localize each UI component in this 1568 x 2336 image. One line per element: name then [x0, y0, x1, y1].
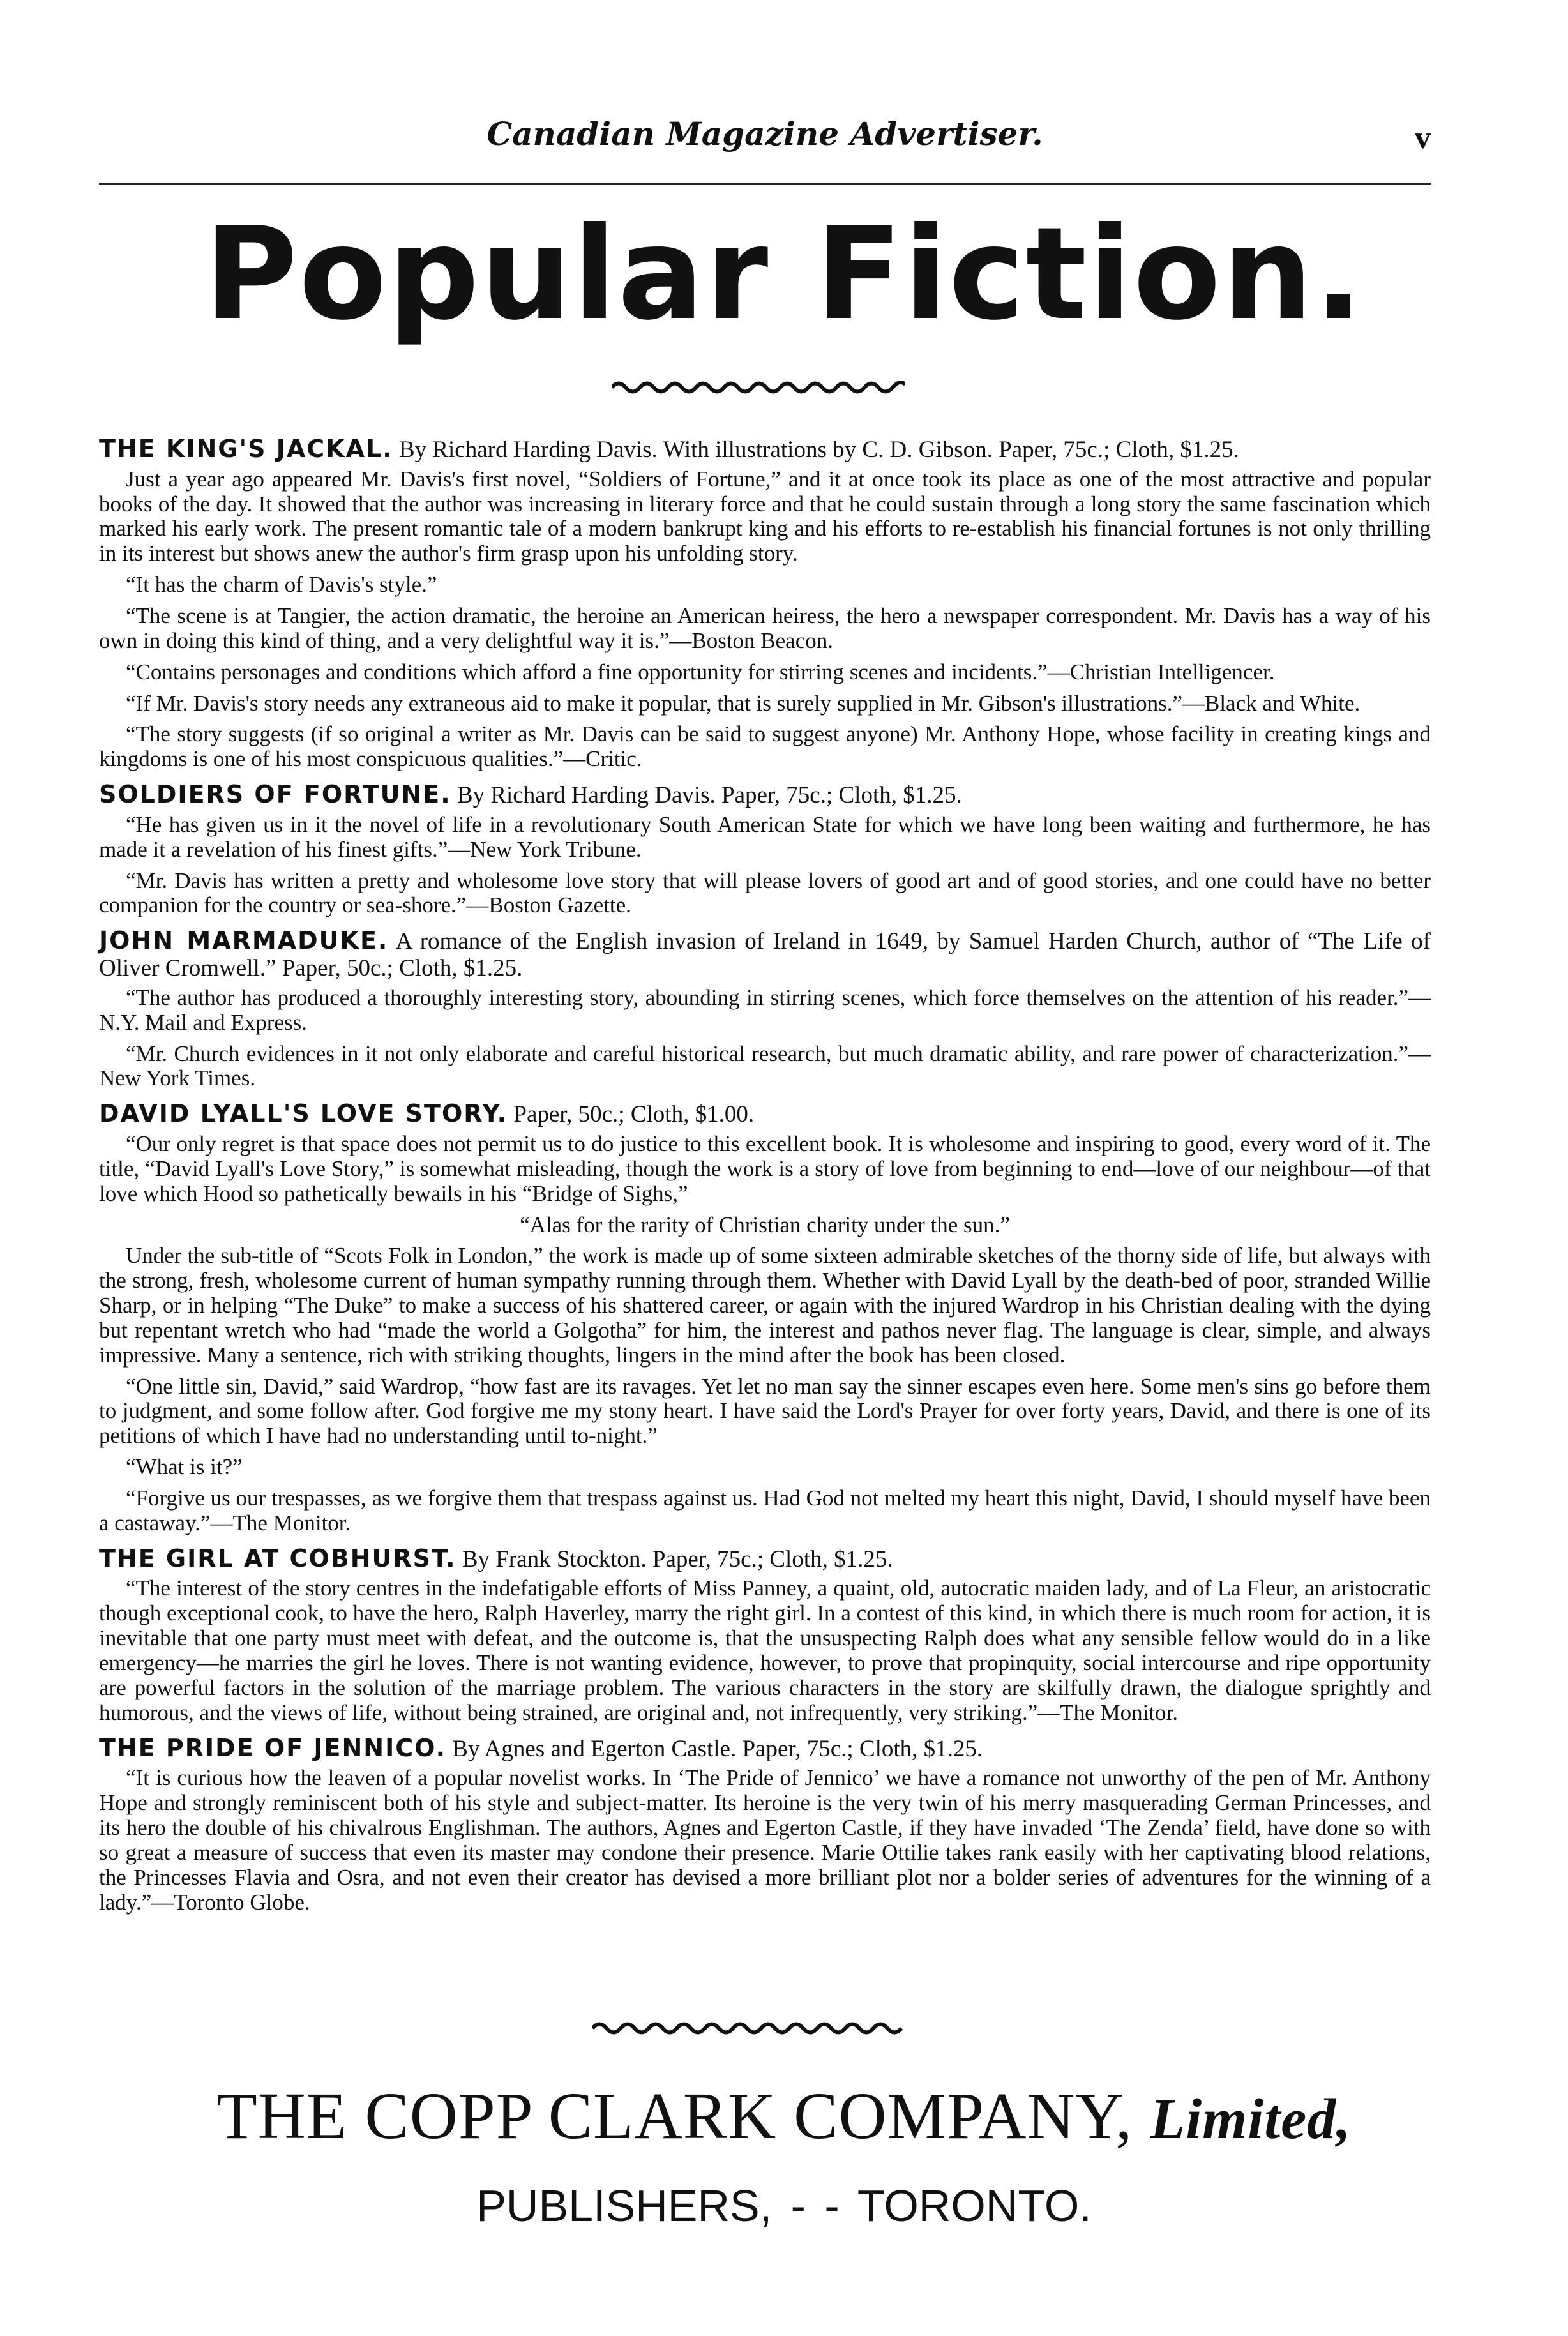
review-paragraph: Just a year ago appeared Mr. Davis's first novel, “Soldiers of Fortune,” and it at once took its place as one of the most attractive and popular books of the day. It showed that the author was increasing in literary force and that he could sustain through a long story the same fascination which marked his early work. The present romantic tale of a modern bankrupt king and his efforts to re-establish his financial fortunes is not only thrilling in its interest but shows anew the author's firm grasp upon his unfolding story.: [99, 466, 1431, 566]
page-number: v: [1415, 119, 1431, 155]
book-title: THE GIRL AT COBHURST.: [99, 1544, 456, 1572]
review-paragraph: “It is curious how the leaven of a popular novelist works. In ‘The Pride of Jennico’ we have a romance not unworthy of the pen of Mr. Anthony Hope and strongly reminiscent both of his style and subject-matter. Its heroine is the very twin of his merry masquerading German Princesses, and its hero the double of his chivalrous Englishman. The authors, Agnes and Egerton Castle, if they have invaded ‘The Zenda’ field, have done so with so great a measure of success that even its master may condone their presence. Marie Ottilie takes rank easily with her captivating blood relations, the Princesses Flavia and Osra, and not even their creator has devised a more brilliant plot nor a bolder series of adventures for the winning of a lady.”—Toronto Globe.: [99, 1765, 1431, 1915]
entry-girl-at-cobhurst: [99, 1545, 1431, 1726]
entry-heading: [99, 1100, 1431, 1128]
entry-heading: [99, 435, 1431, 463]
review-paragraph: “Forgive us our trespasses, as we forgive them that trespass against us. Had God not melted my heart this night, David, I should myself have been a castaway.”—The Monitor.: [99, 1485, 1431, 1535]
quoted-line: “Alas for the rarity of Christian charity under the sun.”: [520, 1212, 1010, 1237]
book-info: By Richard Harding Davis. Paper, 75c.; Cloth, $1.25.: [451, 782, 962, 809]
review-paragraph: “It has the charm of Davis's style.”: [126, 572, 437, 598]
entry-soldiers-of-fortune: [99, 781, 1431, 918]
book-info: By Frank Stockton. Paper, 75c.; Cloth, $1.25.: [456, 1546, 893, 1572]
book-info: By Richard Harding Davis. With illustrations by C. D. Gibson. Paper, 75c.; Cloth, $1.25.: [393, 437, 1239, 463]
book-info: Paper, 50c.; Cloth, $1.00.: [508, 1101, 755, 1128]
review-paragraph: “Mr. Davis has written a pretty and wholesome love story that will please lovers of good art and of good stories, and one could have no better companion for the country or sea-shore.”—Boston Gazette.: [99, 868, 1431, 918]
review-paragraph: “One little sin, David,” said Wardrop, “how fast are its ravages. Yet let no man say the sinner escapes even here. Some men's sins go before them to judgment, and some follow after. God forgive me my stony heart. I have said the Lord's Prayer for over forty years, David, and there is one of its petitions of which I have had no understanding until to-night.”: [99, 1373, 1431, 1449]
review-paragraph: “Mr. Church evidences in it not only elaborate and careful historical research, but much dramatic ability, and rare power of characterization.”—New York Times.: [99, 1041, 1431, 1091]
review-paragraph: “Our only regret is that space does not permit us to do justice to this excellent book. It is wholesome and inspiring to good, every word of it. The title, “David Lyall's Love Story,” is somewhat misleading, though the work is a story of love from beginning to end—love of our neighbour—of that love which Hood so pathetically bewails in his “Bridge of Sighs,”: [99, 1131, 1431, 1206]
entry-kings-jackal: [99, 435, 1431, 772]
entry-heading: [99, 1545, 1431, 1573]
book-title: JOHN MARMADUKE.: [99, 926, 389, 955]
magazine-title: Canadian Magazine Advertiser.: [486, 115, 1043, 153]
book-title: SOLDIERS OF FORTUNE.: [99, 780, 451, 809]
entry-john-marmaduke: [99, 927, 1431, 1091]
review-paragraph: Under the sub-title of “Scots Folk in London,” the work is made up of some sixteen admirable sketches of the thorny side of life, but always with the strong, fresh, wholesome current of human sympathy running through them. Whether with David Lyall by the death-bed of poor, stranded Willie Sharp, or in helping “The Duke” to make a success of his shattered career, or again with the injured Wardrop in his Christian dealing with the dying but repentant wretch who had “made the world a Golgotha” for him, the interest and pathos never flag. The language is clear, simple, and always impressive. Many a sentence, rich with striking thoughts, lingers in the mind after the book has been closed.: [99, 1243, 1431, 1368]
publisher-name: [0, 2078, 1568, 2154]
book-listings: [99, 426, 1431, 1921]
review-paragraph: “Contains personages and conditions which afford a fine opportunity for stirring scenes and incidents.”—Christian Intelligencer.: [126, 659, 1275, 684]
entry-pride-of-jennico: [99, 1735, 1431, 1915]
review-paragraph: “What is it?”: [126, 1454, 243, 1480]
review-paragraph: “The story suggests (if so original a writer as Mr. Davis can be said to suggest anyone) Mr. Anthony Hope, whose facility in creating kings and kingdoms is one of his most conspicuous qualities.”—Critic.: [99, 721, 1431, 772]
book-title: DAVID LYALL'S LOVE STORY.: [99, 1099, 508, 1128]
entry-heading: [99, 781, 1431, 809]
review-paragraph: “If Mr. Davis's story needs any extraneous aid to make it popular, that is surely supplied in Mr. Gibson's illustrations.”—Black and White.: [126, 690, 1361, 716]
entry-heading: [99, 927, 1431, 982]
review-paragraph: “The author has produced a thoroughly interesting story, abounding in stirring scenes, which force themselves on the attention of his reader.”—N.Y. Mail and Express.: [99, 984, 1431, 1035]
page-title: Popular Fiction.: [204, 200, 1364, 349]
running-header: [99, 115, 1431, 172]
review-paragraph: “He has given us in it the novel of life in a revolutionary South American State for which we have long been waiting and furthermore, he has made it a revelation of his finest gifts.”—New York Tribune.: [99, 811, 1431, 862]
header-rule: [99, 183, 1431, 185]
book-title: THE PRIDE OF JENNICO.: [99, 1733, 447, 1762]
review-paragraph: “The interest of the story centres in the indefatigable efforts of Miss Panney, a quaint, old, autocratic maiden lady, and of La Fleur, an aristocratic though exceptional cook, to have the hero, Ralph Haverley, marry the right girl. In a contest of this kind, in which there is much room for action, it is inevitable that one party must meet with defeat, and the outcome is, that the unsuspecting Ralph does what any sensible fellow would do in a like emergency—he marries the girl he loves. There is not wanting evidence, however, to prove that propinquity, social intercourse and ripe opportunity are powerful factors in the solution of the marriage problem. The various characters in the story are skilfully drawn, the dialogue sprightly and humorous, and the views of life, without being strained, are original and, not infrequently, very striking.”—The Monitor.: [99, 1576, 1431, 1725]
entry-heading: [99, 1735, 1431, 1763]
bottom-wavy-ornament: [592, 2019, 905, 2038]
entry-david-lyall: [99, 1100, 1431, 1535]
book-info: By Agnes and Egerton Castle. Paper, 75c.; Cloth, $1.25.: [446, 1735, 983, 1762]
review-paragraph: “The scene is at Tangier, the action dramatic, the heroine an American heiress, the hero a newspaper correspondent. Mr. Davis has a way of his own in doing this kind of thing, and a very delightful way it is.”—Boston Beacon.: [99, 603, 1431, 653]
company-name: THE COPP CLARK COMPANY,: [216, 2079, 1133, 2153]
limited-label: Limited,: [1150, 2088, 1352, 2151]
publisher-location: PUBLISHERS, - - TORONTO.: [476, 2181, 1092, 2231]
top-wavy-ornament: [612, 378, 905, 397]
book-title: THE KING'S JACKAL.: [99, 435, 393, 463]
book-info: A romance of the English invasion of Ireland in 1649, by Samuel Harden Church, author of “The Life of Oliver Cromwell.” Paper, 50c.; Cloth, $1.25.: [99, 928, 1431, 982]
